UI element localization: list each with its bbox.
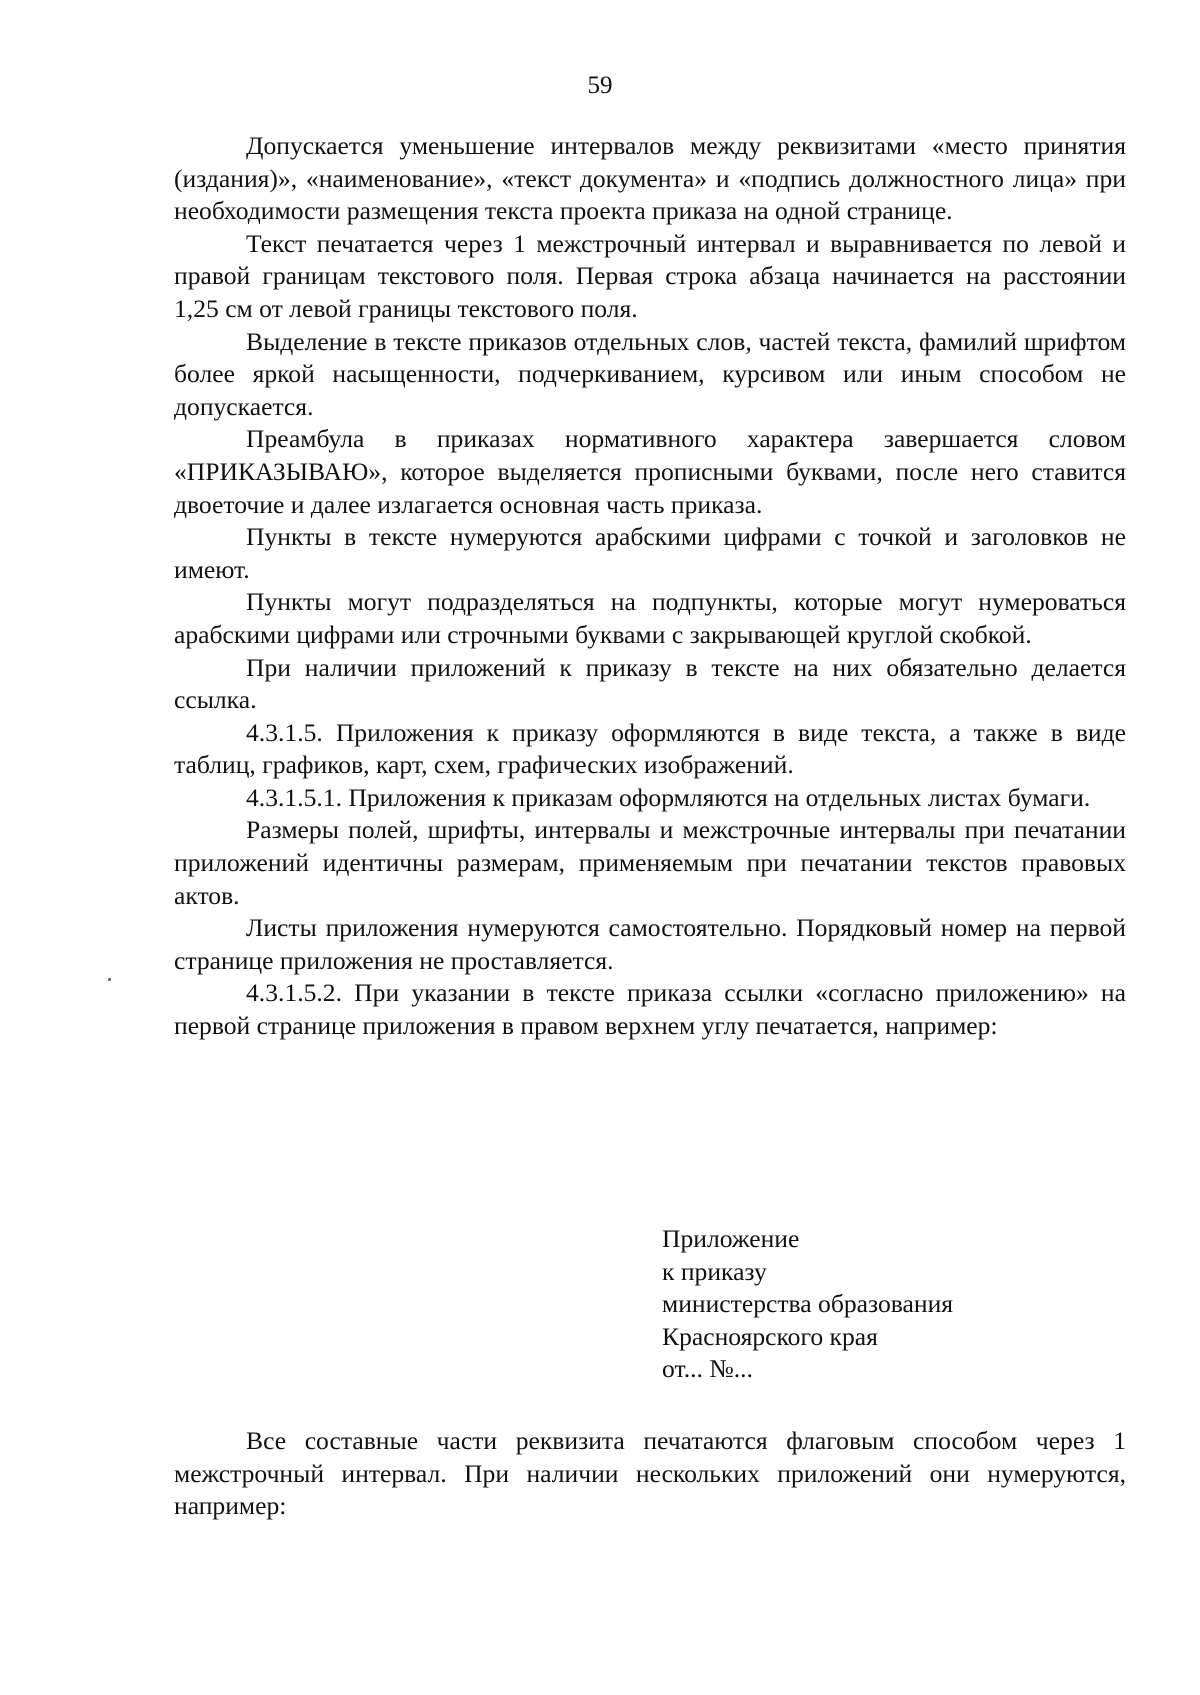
paragraph: Текст печатается через 1 межстрочный интервал и выравнивается по левой и правой границам текстового поля. Первая строка абзаца начинается на расстоянии 1,25 см от левой границы текстового поля.: [174, 228, 1126, 323]
paragraph: При наличии приложений к приказу в тексте на них обязательно делается ссылка.: [174, 652, 1126, 715]
document-body: [174, 130, 1126, 1043]
paragraph: 4.3.1.5. Приложения к приказу оформляются в виде текста, а также в виде таблиц, графиков, карт, схем, графических изображений.: [174, 717, 1126, 780]
paragraph: 4.3.1.5.1. Приложения к приказам оформляются на отдельных листах бумаги.: [246, 782, 1091, 812]
attachment-header-example: [662, 1223, 953, 1386]
closing-text: [174, 1425, 1126, 1523]
paragraph: Пункты в тексте нумеруются арабскими цифрами с точкой и заголовков не имеют.: [174, 522, 1126, 584]
attachment-line: министерства образования: [662, 1289, 954, 1319]
page-number: 59: [587, 72, 613, 99]
paragraph: Выделение в тексте приказов отдельных слов, частей текста, фамилий шрифтом более яркой насыщенности, подчеркиванием, курсивом или иным способом не допускается.: [174, 326, 1126, 421]
paragraph: Размеры полей, шрифты, интервалы и межстрочные интервалы при печатании приложений идентичны размерам, применяемым при печатании текстов правовых актов.: [174, 815, 1126, 910]
attachment-line: Приложение: [662, 1224, 800, 1253]
attachment-line: к приказу: [662, 1256, 767, 1286]
paragraph: 4.3.1.5.2. При указании в тексте приказа ссылки «согласно приложению» на первой странице приложения в правом верхнем углу печатается, например:: [174, 978, 1126, 1041]
paragraph: Допускается уменьшение интервалов между реквизитами «место принятия (издания)», «наименование», «текст документа» и «подпись должностного лица» при необходимости размещения текста проекта приказа на одной странице.: [174, 131, 1126, 226]
scan-artifact: [108, 978, 111, 981]
paragraph: Все составные части реквизита печатаются флаговым способом через 1 межстрочный интервал. При наличии нескольких приложений они нумеруются, например:: [174, 1426, 1126, 1521]
attachment-line: от... №...: [662, 1354, 753, 1384]
paragraph: Листы приложения нумеруются самостоятельно. Порядковый номер на первой странице приложения не проставляется.: [174, 913, 1126, 975]
paragraph: Пункты могут подразделяться на подпункты, которые могут нумероваться арабскими цифрами или строчными буквами с закрывающей круглой скобкой.: [174, 587, 1126, 649]
attachment-line: Красноярского края: [662, 1321, 878, 1351]
paragraph: Преамбула в приказах нормативного характера завершается словом «ПРИКАЗЫВАЮ», которое выделяется прописными буквами, после него ставится двоеточие и далее излагается основная часть приказа.: [174, 424, 1126, 519]
